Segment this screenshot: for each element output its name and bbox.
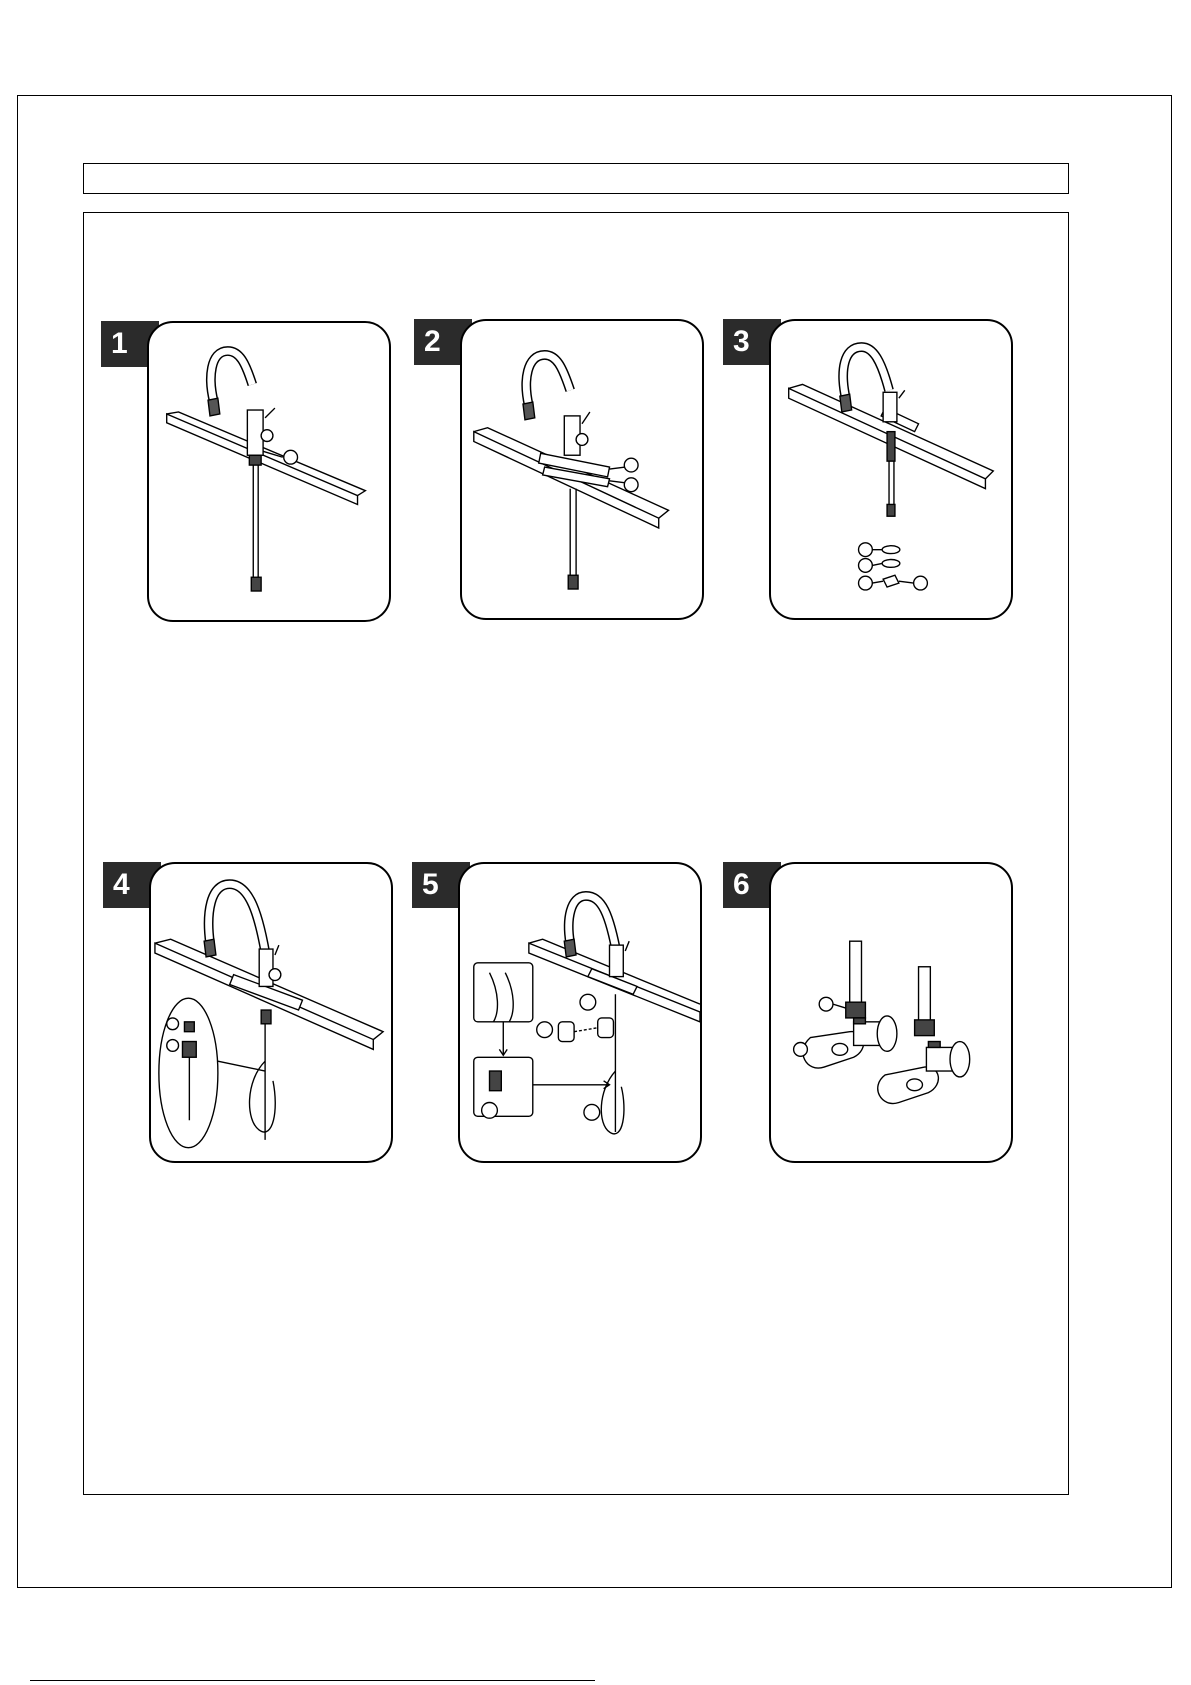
step-2-badge: 2: [414, 319, 472, 365]
step-5-illustration: [458, 862, 702, 1163]
step-5-badge: 5: [412, 862, 470, 908]
step-6-badge: 6: [723, 862, 781, 908]
step-1-illustration: [147, 321, 391, 622]
title-bar: [83, 163, 1069, 194]
step-3-illustration: [769, 319, 1013, 620]
step-4-badge: 4: [103, 862, 161, 908]
step-1-badge: 1: [101, 321, 159, 367]
bottom-rule: [30, 1680, 595, 1681]
step-6-illustration: [769, 862, 1013, 1163]
step-3-badge: 3: [723, 319, 781, 365]
step-2-illustration: [460, 319, 704, 620]
step-4-illustration: [149, 862, 393, 1163]
